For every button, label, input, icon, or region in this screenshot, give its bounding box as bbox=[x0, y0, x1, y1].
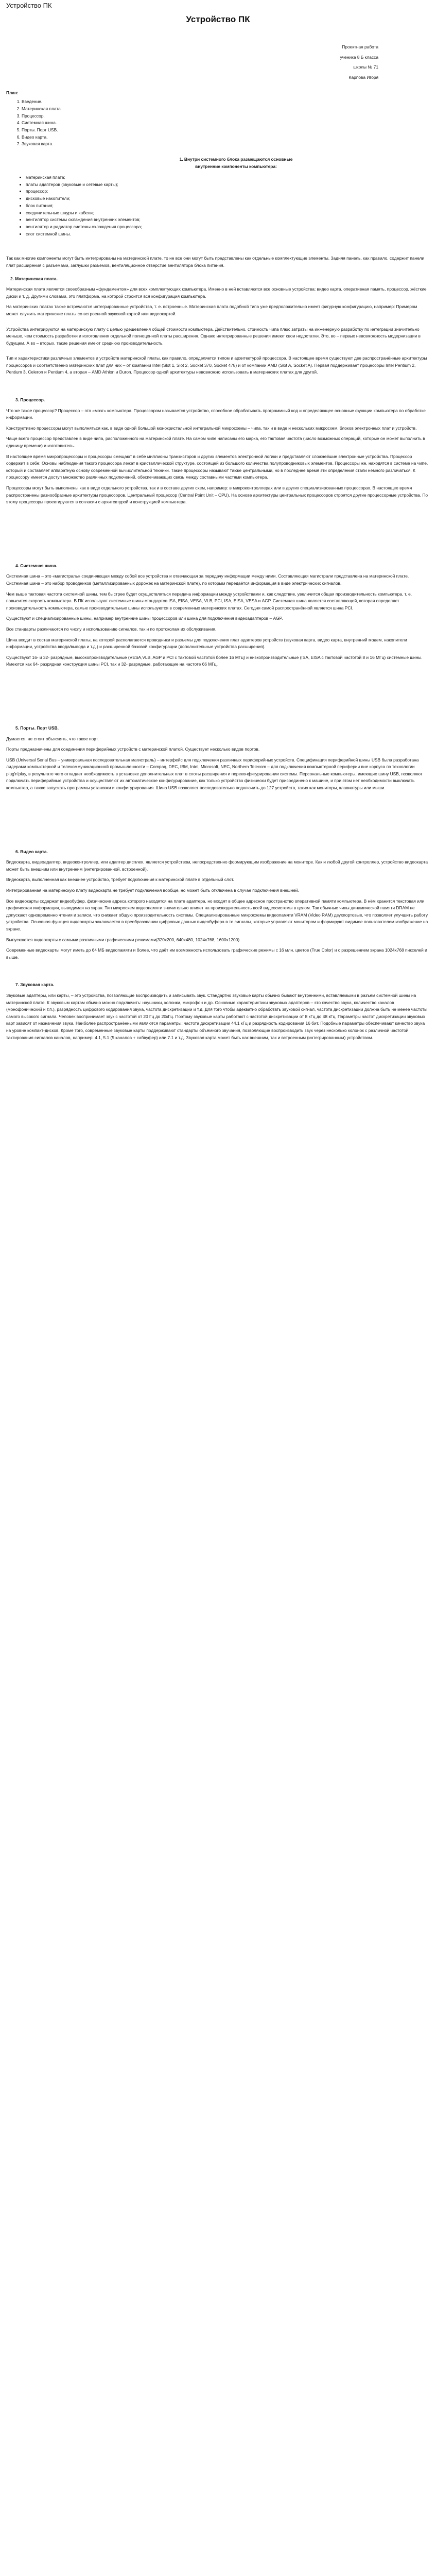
meta-line: ученика 8 Б класса bbox=[340, 54, 378, 60]
paragraph: Шина входит в состав материнской платы, на которой располагаются проводники и разъемы для подключения плат адаптеров устройств (звуковая карта, видео карта, внутренний модем, накопители информации, устройства ввода/вывода и т.д.) и расширенной базовой конфигурации (дополнительные устройства расширения). bbox=[6, 637, 407, 650]
paragraph: Интегрированная на материнскую плату видеокарта не требует подключения вообще, но может быть отключена в случае подключения внешней. bbox=[6, 888, 299, 893]
paragraph: Чем выше тактовая частота системной шины, тем быстрее будет осуществляться передача информации между устройствами и, как следствие, увеличится общая производительность компьютера, т. е. повысится скорость компьютера. В ПК используют системные шины стандартов ISA, EISA, VESA, VLB, PCI, ISA, EISA, VESA и AGP. Системная шина является составляющей, которая определяет производительность компьютера, самые производительные шины используются в современных материнских платах. Сегодня самой распространённой является шина PCI. bbox=[6, 591, 412, 611]
author-block bbox=[6, 44, 430, 80]
intro-heading-line: внутренние компоненты компьютера: bbox=[195, 163, 277, 169]
paragraph: Так как многие компоненты могут быть интегрированы на материнской плате, то не все они могут быть представлены как отдельные комплектующие элементы. Задняя панель, как правило, содержит панели плат расширения с разъемами, заглушки разъёмов, вентиляционное отверстие вентилятора блока питания. bbox=[6, 256, 425, 268]
components-list bbox=[6, 174, 430, 238]
section-ports bbox=[6, 725, 430, 792]
section-system-bus bbox=[6, 563, 430, 668]
paragraph: Процессоры могут быть выполнены как в виде отдельного устройства, так и в составе других схем, например: в микроконтроллерах или в других специализированных процессорах. В настоящее время распространены разнообразные архитектуры процессоров. Центральный процессор (Central Point Unit – CPU). На основе архитектуры центральных процессоров строятся другие процессорные устройства. По этому процессоры проектируются в согласии с архитектурой и конструкцией компьютера. bbox=[6, 485, 428, 505]
paragraph: Системная шина – это «магистраль» соединяющая между собой все устройства и отвечающая за передачу информации между ними. Составляющая магистрали представлена на материнской плате. Системная шина – это набор проводников (металлизированных дорожек на материнской плате), по которым передаётся информация в виде электрических сигналов. bbox=[6, 573, 409, 586]
paragraph: Существуют и специализированные шины, например внутренние шины процессоров или шина для подключения видеоадаптеров – AGP. bbox=[6, 616, 283, 621]
tab-title: Устройство ПК bbox=[6, 2, 52, 9]
component-item: • слот системной шины. bbox=[26, 231, 430, 238]
paragraph: Тип и характеристики различных элементов и устройств материнской платы, как правило, определяется типом и архитектурой процессора. В настоящее время существуют две распространённые архитектуры процессоров и соответственно материнских плат для них – от компании Intel (Slot 1, Slot 2, Socket 370, Socket 478) и от компании AMD (Slot A, Socket A). Первая поддерживает процессоры Intel Pentium 2, Pentium 3, Celeron и Pentium 4, а вторая – AMD Athlon и Duron. Процессор одной архитектуры невозможно использовать в материнских платах для другой. bbox=[6, 355, 427, 375]
intro-heading-line: 1. Внутри системного блока размещаются основные bbox=[179, 157, 293, 162]
plan-item: 7. Звуковая карта. bbox=[22, 141, 430, 148]
plan-item: 5. Порты. Порт USB. bbox=[22, 127, 430, 134]
paragraph: Все видеокарты содержат видеобуфер, физические адреса которого находятся на плате адаптера, но входят в общее адресное пространство оперативной памяти компьютера. В нём хранится текстовая или графическая информация, выводимая на экран. Тип микросхем видеопамяти значительно влияет на производительность всей видеосистемы в целом. Так обычные чипы динамической памяти DRAM не допускают одновременно чтения и записи, что снижает общую производительность системы. Специализированные микросхемы видеопамяти VRAM (Video RAM) двухпортовые, что позволяет улучшить работу устройства. Основная функция видеокарты заключается в преобразовании цифровых данных видеобуфера в те сигналы, которые управляют монитором и формируют видимое пользователем изображение на экране. bbox=[6, 898, 428, 931]
section-heading: 5. Порты. Порт USB. bbox=[15, 725, 59, 731]
component-item: • процессор; bbox=[26, 188, 430, 195]
section-sound-card bbox=[6, 981, 430, 1041]
paragraph: Материнская плата является своеобразным «фундаментом» для всех комплектующих компьютера. Именно в ней вставляются все основные устройства: видео карта, оперативная память, процессор, жёсткие диски и т. д. Другими словами, это платформа, на которой строится вся конфигурация компьютера. bbox=[6, 286, 427, 299]
paragraph: В настоящее время микропроцессоры и процессоры смещают в себе миллионы транзисторов и других элементов электронной логики и представляют сложнейшие электронные устройства. Процессор содержит в себе: Основы наблюдения такого процессора лежат в кристаллической структуре, состоящей из большого количества полупроводниковых элементов. Процессоры же, находятся в системе на чипе, который и составляет аппаратную основу современной вычислительной техники. Такие процессоры называют также центральными, но в последнее время эти определения стали немного различаться. К процессору имеется доступ множество различных подключений, обеспечивающих связь между составными частями компьютера. bbox=[6, 453, 428, 480]
paragraph: Чаще всего процессор представлен в виде чипа, расположенного на материнской плате. На самом чипе написаны его марка, его тактовая частота (число возможных операций, которые он может выполнить в единицу времени) и изготовитель. bbox=[6, 436, 425, 449]
paragraph: Видеокарта, видеоадаптер, видеоконтроллер, или адаптер дисплея, является устройством, непосредственно формирующим изображение на мониторе. Как и любой другой контроллер, устройство видеокарта может быть внешним или внутренним (интегрированной, встроенной). bbox=[6, 859, 428, 872]
paragraph: Порты предназначены для соединения периферийных устройств с материнской платой. Существует несколько видов портов. bbox=[6, 747, 260, 752]
meta-line: Проектная работа bbox=[342, 44, 378, 49]
paragraph: Думается, не стоит объяснять, что такое порт. bbox=[6, 736, 99, 741]
plan-list bbox=[6, 98, 430, 148]
paragraph: Конструктивно процессоры могут выполняться как, в виде одной большой монокристальной интегральной микросхемы – чипа, так и в виде и нескольких микросхем, блоков электронных плат и устройств. bbox=[6, 425, 417, 431]
component-item: • материнская плата; bbox=[26, 174, 430, 181]
paragraph: Звуковые адаптеры, или карты, – это устройства, позволяющие воспроизводить и записывать звук. Стандартно звуковые карты обычно бывают внутренними, вставляемыми в разъём системной шины на материнской плате. К звуковым картам обычно можно подключить: наушники, колонки, микрофон и др. Основные характеристики звуковых адаптеров – это качество звука, количество каналов (монофонический и т.п.), разрядность цифрового кодирования звука, частота дискретизации и т.д. Для того чтобы адекватно обработать звуковой сигнал, частота дискретизации должна быть не менее частоты самого высокого сигнала. Человек воспринимает звук с частотой от 20 Гц до 20кГц. Поэтому звуковые карты работают с частотой дискретизации от 8 кГц до 48 кГц. Параметры частот дискретизации звуковых карт зависят от назначения звука. Наиболее распространёнными являются параметры: частота дискретизации 44,1 кГц и разрядность кодирования 16 бит. Подобные параметры обеспечивают качество звука на уровне компакт-дисков. Кроме того, современные звуковые карты поддерживают стандарты объёмного звучания, позволяющие воспроизводить звук через несколько колонок с различной частотой тактирования сигналов каналов, например: 4.1, 5.1 (5 каналов + сабвуфер) или 7.1 и т.д. Звуковая карта может быть как внешним, так и встроенным (интегрированным) устройством. bbox=[6, 992, 428, 1040]
section-heading: 3. Процессор. bbox=[15, 397, 45, 403]
plan-item: 6. Видео карта. bbox=[22, 134, 430, 141]
paragraph: Выпускаются видеокарты с самыми различными графическими режимами(320x200, 640x480, 1024x768, 1600x1200) . bbox=[6, 937, 242, 942]
paragraph: Видеокарта, выполненная как внешнее устройство, требует подключения к материнской плате в отдельный слот. bbox=[6, 877, 234, 883]
section-motherboard bbox=[6, 276, 430, 377]
plan-item: 1. Введение. bbox=[22, 98, 430, 106]
paragraph: Что же такое процессор? Процессор – это «мозг» компьютера. Процессором называется устройство, способное обрабатывать программный код и определяющее основные функции компьютера по обработке информации. bbox=[6, 408, 426, 420]
plan-heading: План: bbox=[6, 90, 19, 95]
section-heading: 7. Звуковая карта. bbox=[15, 982, 55, 988]
section-video-card bbox=[6, 849, 430, 961]
paragraph: Все стандарты различаются по числу и использованию сигналов, так и по протоколам их обслуживания. bbox=[6, 626, 217, 632]
plan-item: 3. Процессор. bbox=[22, 113, 430, 120]
meta-line: школы № 71 bbox=[353, 64, 378, 70]
section-processor bbox=[6, 397, 430, 506]
document-title: Устройство ПК bbox=[186, 14, 250, 24]
plan-item: 2. Материнская плата. bbox=[22, 106, 430, 113]
component-item: • вентилятор системы охлаждения внутренних элементов; bbox=[26, 216, 430, 224]
paragraph: На материнских платах также встречаются интегрированные устройства, т. е. встроенные. Материнская плата подобной типа уже предположительно имеет фигурную конфигурацию, например: Примером может служить материнские платы со встроенной звуковой картой или видеокартой. bbox=[6, 304, 417, 316]
paragraph: USB (Universal Serial Bus – универсальная последовательная магистраль) – интерфейс для подключения различных периферийных устройств. Спецификация периферийной шины USB была разработана лидерами компьютерной и телекоммуникационной промышленности – Compaq, DEC, IBM, Intel, Microsoft, NEC, Northern Telecom – для подключения компьютерной периферии вне корпуса по технологии plug'n'play, в результате чего отпадает необходимость в установке дополнительных плат в слоты расширения и переконфигурировании системы. Персональные компьютеры, имеющие шину USB, позволяют подключать периферийные устройства и осуществляют их автоматическое конфигурирование, как только устройство физически будет присоединено к машине, и при этом нет необходимости выключать компьютер, а также запускать программы установки и конфигурирования. Шина USB позволяет последовательно подключить до 127 устройств, таких как мониторы, клавиатуры или мыши. bbox=[6, 757, 423, 791]
plan-item: 4. Системная шина. bbox=[22, 120, 430, 127]
paragraph: Существуют 16- и 32- разрядные, высокопроизводительные (VESA,VLB, AGP и PCI с тактовой частотой более 16 МГц) и низкопроизводительные (ISA, EISA с тактовой частотой 8 и 16 МГц) системные шины. Имеются как 64- разрядная конструкция шины PCI, так и 32- разрядные, работающие на частоте 66 МГц. bbox=[6, 654, 423, 667]
section-heading: 6. Видео карта. bbox=[15, 849, 48, 854]
component-item: • платы адаптеров (звуковые и сетевые карты); bbox=[26, 181, 430, 189]
component-item: • дисковые накопители; bbox=[26, 195, 430, 202]
meta-line: Карпова Игоря bbox=[348, 74, 378, 80]
intro-heading bbox=[6, 156, 430, 170]
intro-text bbox=[6, 255, 430, 269]
component-item: • соединительные шнуры и кабели; bbox=[26, 210, 430, 217]
paragraph: Устройства интегрируются на материнскую плату с целью удешевления общей стоимости компьютера. Действительно, стоимость чипа плюс затраты на инженерную разработку по интеграции значительно меньше, чем стоимость разработки и изготовления отдельной полноценной платы расширения. Однако интегрированные решения имеют свои недостатки. Это, во – первых невозможность модернизации в будущем. А во – вторых, такие решения имеют среднюю производительность. bbox=[6, 326, 421, 346]
section-heading: 4. Системная шина. bbox=[15, 563, 58, 568]
component-item: • блок питания; bbox=[26, 202, 430, 210]
paragraph: Современные видеокарты могут иметь до 64 МБ видеопамяти и более, что даёт им возможность использовать графические режимы с 16 млн. цветов (True Color) и с разрешением экрана 1024x768 пикселей и выше. bbox=[6, 947, 427, 960]
section-heading: 2. Материнская плата. bbox=[10, 276, 58, 281]
component-item: • вентилятор и радиатор системы охлаждения процессора; bbox=[26, 224, 430, 231]
